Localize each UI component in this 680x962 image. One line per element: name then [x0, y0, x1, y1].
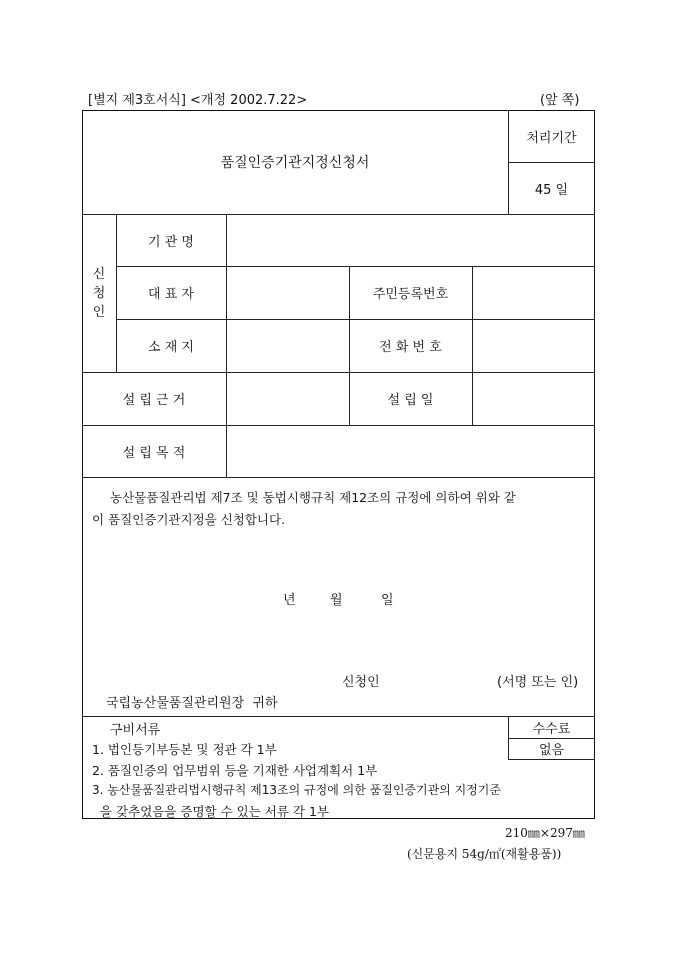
paper-type: (신문용지 54g/㎡(재활용품))	[407, 847, 562, 861]
statement-line-2: 이 품질인증기관지정을 신청합니다.	[92, 512, 286, 527]
document-item-3: 3. 농산물품질관리법시행규칙 제13조의 규정에 의한 품질인증기관의 지정기준	[92, 783, 501, 797]
form-number-label: [별지 제3호서식] <개정 2002.7.22>	[88, 93, 308, 108]
establishment-date-field[interactable]	[472, 372, 595, 425]
row-divider-5	[82, 477, 595, 478]
representative-label: 대 표 자	[148, 287, 194, 302]
phone-label: 전 화 번 호	[379, 340, 442, 355]
establishment-basis-field[interactable]	[226, 372, 349, 425]
fee-value: 없음	[538, 743, 565, 758]
establishment-purpose-field[interactable]	[226, 425, 595, 477]
document-item-3-cont: 을 갖추었음을 증명할 수 있는 서류 각 1부	[100, 804, 329, 819]
applicant-char-2: 청	[92, 285, 106, 301]
fee-divider-bottom	[508, 759, 595, 760]
processing-period-value: 45 일	[534, 182, 569, 198]
applicant-char-1: 신	[92, 266, 106, 282]
representative-field[interactable]	[226, 266, 349, 319]
signature-label: (서명 또는 인)	[497, 675, 579, 690]
establishment-basis-label: 설 립 근 거	[122, 393, 186, 408]
document-item-2: 2. 품질인증의 업무범위 등을 기재한 사업계획서 1부	[92, 763, 378, 778]
establishment-purpose-label: 설 립 목 적	[122, 445, 186, 461]
documents-header: 구비서류	[110, 723, 161, 738]
address-field[interactable]	[226, 319, 349, 372]
statement-line-1: 농산물품질관리법 제7조 및 동법시행규칙 제12조의 규정에 의하여 위와 같	[110, 490, 516, 505]
paper-size: 210㎜×297㎜	[505, 826, 585, 840]
date-year-label: 년	[283, 593, 296, 608]
resident-id-label: 주민등록번호	[372, 287, 449, 302]
establishment-date-label: 설 립 일	[387, 393, 434, 408]
org-name-field[interactable]	[226, 214, 595, 266]
date-month-label: 월	[330, 593, 343, 608]
applicant-section-label	[82, 214, 116, 372]
form-title: 품질인증기관지정신청서	[220, 155, 370, 171]
phone-field[interactable]	[472, 319, 595, 372]
org-name-label: 기 관 명	[148, 234, 194, 250]
resident-id-field[interactable]	[472, 266, 595, 319]
applicant-sign-label: 신청인	[342, 675, 380, 690]
applicant-char-3: 인	[92, 304, 106, 320]
page-side-label: (앞 쪽)	[540, 93, 580, 108]
fee-label: 수수료	[532, 721, 571, 737]
document-item-1: 1. 법인등기부등본 및 정관 각 1부	[92, 742, 277, 757]
date-day-label: 일	[381, 593, 394, 608]
addressee: 국립농산물품질관리원장 귀하	[106, 696, 278, 711]
address-label: 소 재 지	[148, 340, 194, 355]
processing-period-label: 처리기간	[526, 130, 577, 146]
